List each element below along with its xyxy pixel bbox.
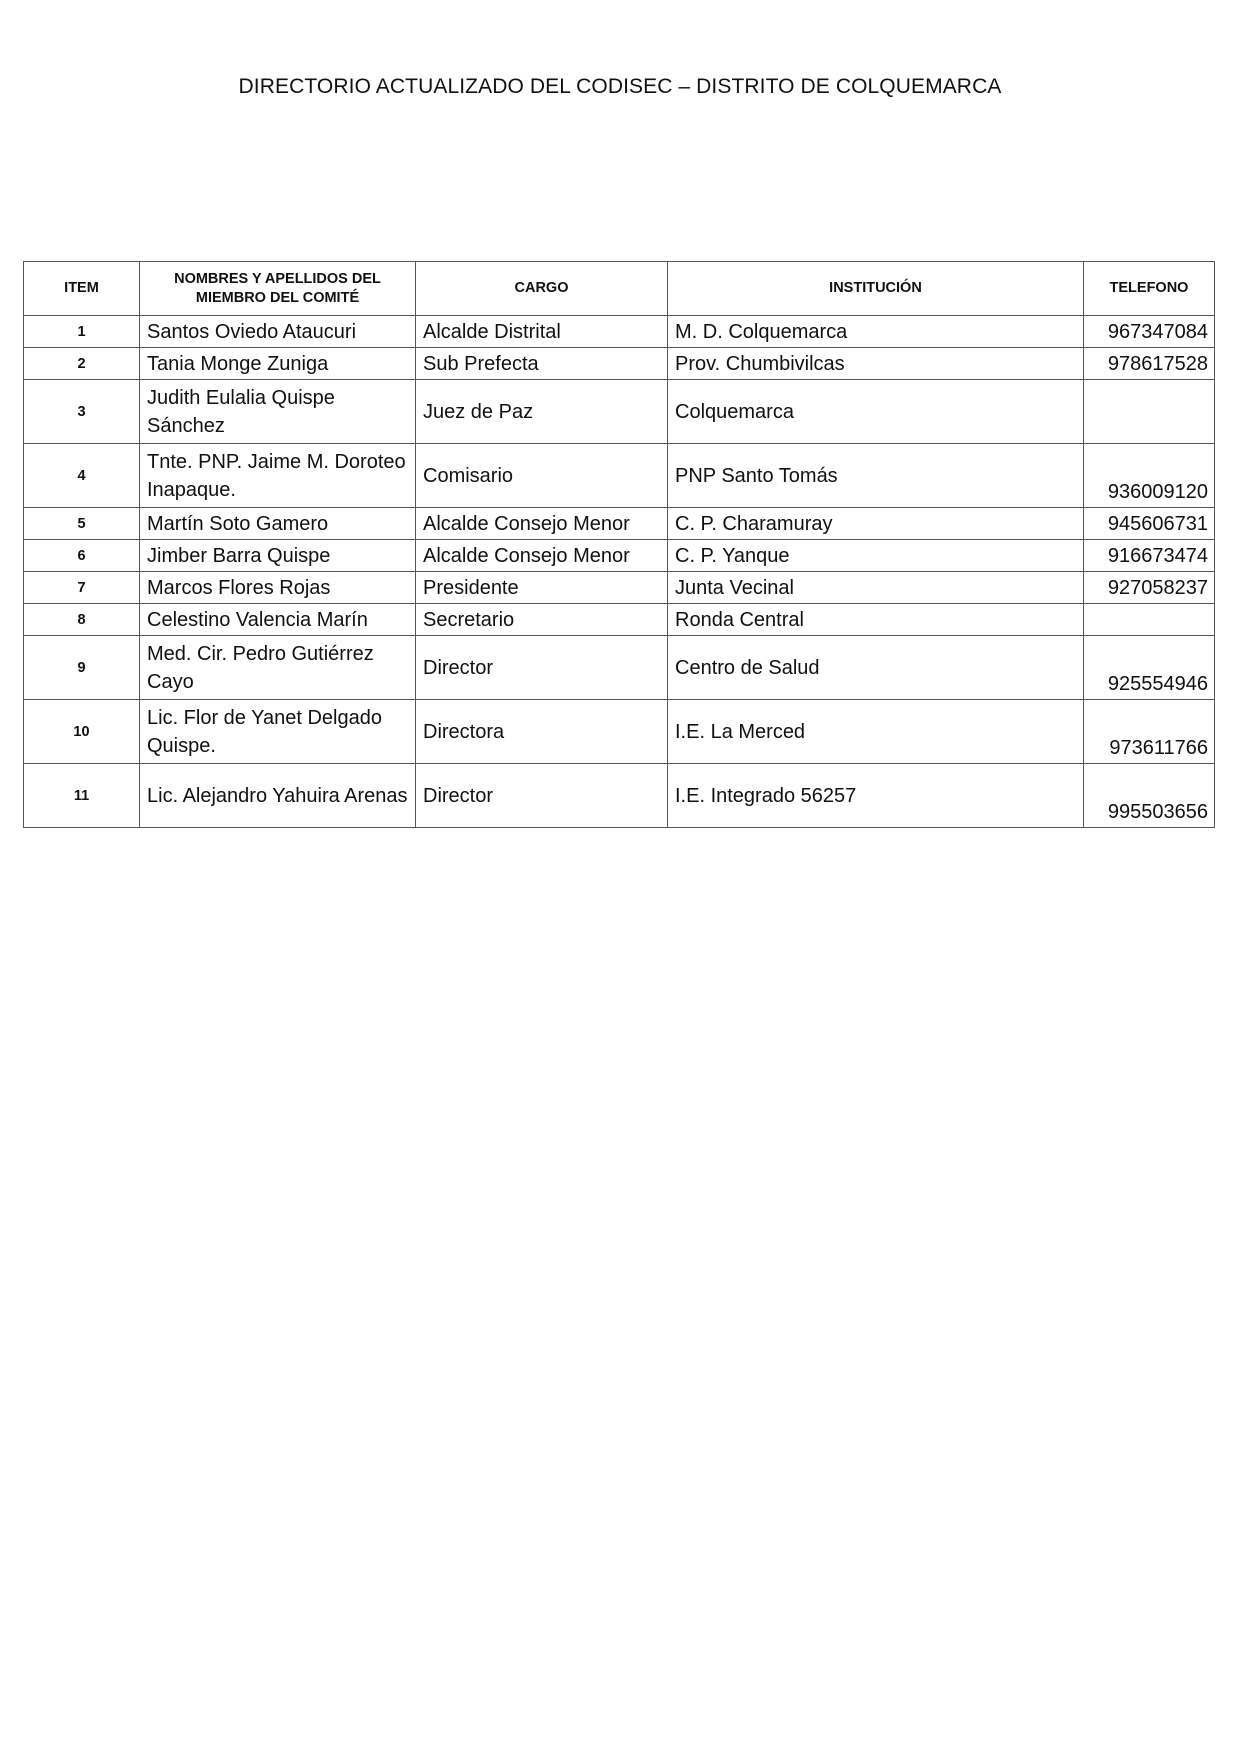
table-row (24, 540, 1215, 572)
cell-name: Judith Eulalia Quispe Sánchez (140, 380, 416, 444)
cell-name: Lic. Flor de Yanet Delgado Quispe. (140, 700, 416, 764)
header-cargo: CARGO (416, 262, 668, 316)
cell-institucion: M. D. Colquemarca (668, 316, 1084, 348)
cell-item: 9 (24, 636, 140, 700)
table-row (24, 508, 1215, 540)
document-title: DIRECTORIO ACTUALIZADO DEL CODISEC – DISTRITO DE COLQUEMARCA (238, 75, 1002, 98)
cell-item: 4 (24, 444, 140, 508)
table-row (24, 316, 1215, 348)
cell-telefono: 936009120 (1084, 444, 1215, 508)
cell-name: Med. Cir. Pedro Gutiérrez Cayo (140, 636, 416, 700)
cell-item: 6 (24, 540, 140, 572)
table-row (24, 348, 1215, 380)
table-header-row (24, 262, 1215, 316)
cell-name: Tnte. PNP. Jaime M. Doroteo Inapaque. (140, 444, 416, 508)
cell-item: 2 (24, 348, 140, 380)
cell-item: 5 (24, 508, 140, 540)
cell-cargo: Alcalde Consejo Menor (416, 508, 668, 540)
cell-cargo: Director (416, 636, 668, 700)
cell-telefono: 925554946 (1084, 636, 1215, 700)
cell-cargo: Directora (416, 700, 668, 764)
table-row (24, 380, 1215, 444)
cell-telefono: 995503656 (1084, 764, 1215, 828)
directory-table (23, 261, 1215, 828)
cell-telefono: 945606731 (1084, 508, 1215, 540)
header-name: NOMBRES Y APELLIDOS DEL MIEMBRO DEL COMITÉ (140, 262, 416, 316)
cell-institucion: Centro de Salud (668, 636, 1084, 700)
table-row (24, 604, 1215, 636)
cell-telefono: 927058237 (1084, 572, 1215, 604)
cell-telefono: 973611766 (1084, 700, 1215, 764)
cell-cargo: Secretario (416, 604, 668, 636)
cell-item: 10 (24, 700, 140, 764)
cell-institucion: I.E. La Merced (668, 700, 1084, 764)
cell-institucion: C. P. Yanque (668, 540, 1084, 572)
cell-institucion: C. P. Charamuray (668, 508, 1084, 540)
cell-institucion: PNP Santo Tomás (668, 444, 1084, 508)
cell-name: Marcos Flores Rojas (140, 572, 416, 604)
cell-item: 11 (24, 764, 140, 828)
cell-name: Tania Monge Zuniga (140, 348, 416, 380)
cell-name: Martín Soto Gamero (140, 508, 416, 540)
cell-cargo: Juez de Paz (416, 380, 668, 444)
cell-telefono: 916673474 (1084, 540, 1215, 572)
table-row (24, 636, 1215, 700)
cell-institucion: Prov. Chumbivilcas (668, 348, 1084, 380)
cell-institucion: Colquemarca (668, 380, 1084, 444)
cell-telefono (1084, 604, 1215, 636)
cell-cargo: Sub Prefecta (416, 348, 668, 380)
cell-cargo: Alcalde Distrital (416, 316, 668, 348)
cell-name: Lic. Alejandro Yahuira Arenas (140, 764, 416, 828)
cell-cargo: Director (416, 764, 668, 828)
cell-item: 1 (24, 316, 140, 348)
cell-name: Santos Oviedo Ataucuri (140, 316, 416, 348)
cell-item: 8 (24, 604, 140, 636)
table-row (24, 764, 1215, 828)
cell-item: 7 (24, 572, 140, 604)
cell-institucion: I.E. Integrado 56257 (668, 764, 1084, 828)
cell-telefono (1084, 380, 1215, 444)
cell-cargo: Comisario (416, 444, 668, 508)
cell-cargo: Presidente (416, 572, 668, 604)
header-item: ITEM (24, 262, 140, 316)
cell-telefono: 978617528 (1084, 348, 1215, 380)
header-institucion: INSTITUCIÓN (668, 262, 1084, 316)
cell-institucion: Ronda Central (668, 604, 1084, 636)
cell-institucion: Junta Vecinal (668, 572, 1084, 604)
cell-telefono: 967347084 (1084, 316, 1215, 348)
cell-name: Jimber Barra Quispe (140, 540, 416, 572)
cell-name: Celestino Valencia Marín (140, 604, 416, 636)
table-row (24, 700, 1215, 764)
header-telefono: TELEFONO (1084, 262, 1215, 316)
cell-item: 3 (24, 380, 140, 444)
cell-cargo: Alcalde Consejo Menor (416, 540, 668, 572)
table-row (24, 444, 1215, 508)
table-row (24, 572, 1215, 604)
